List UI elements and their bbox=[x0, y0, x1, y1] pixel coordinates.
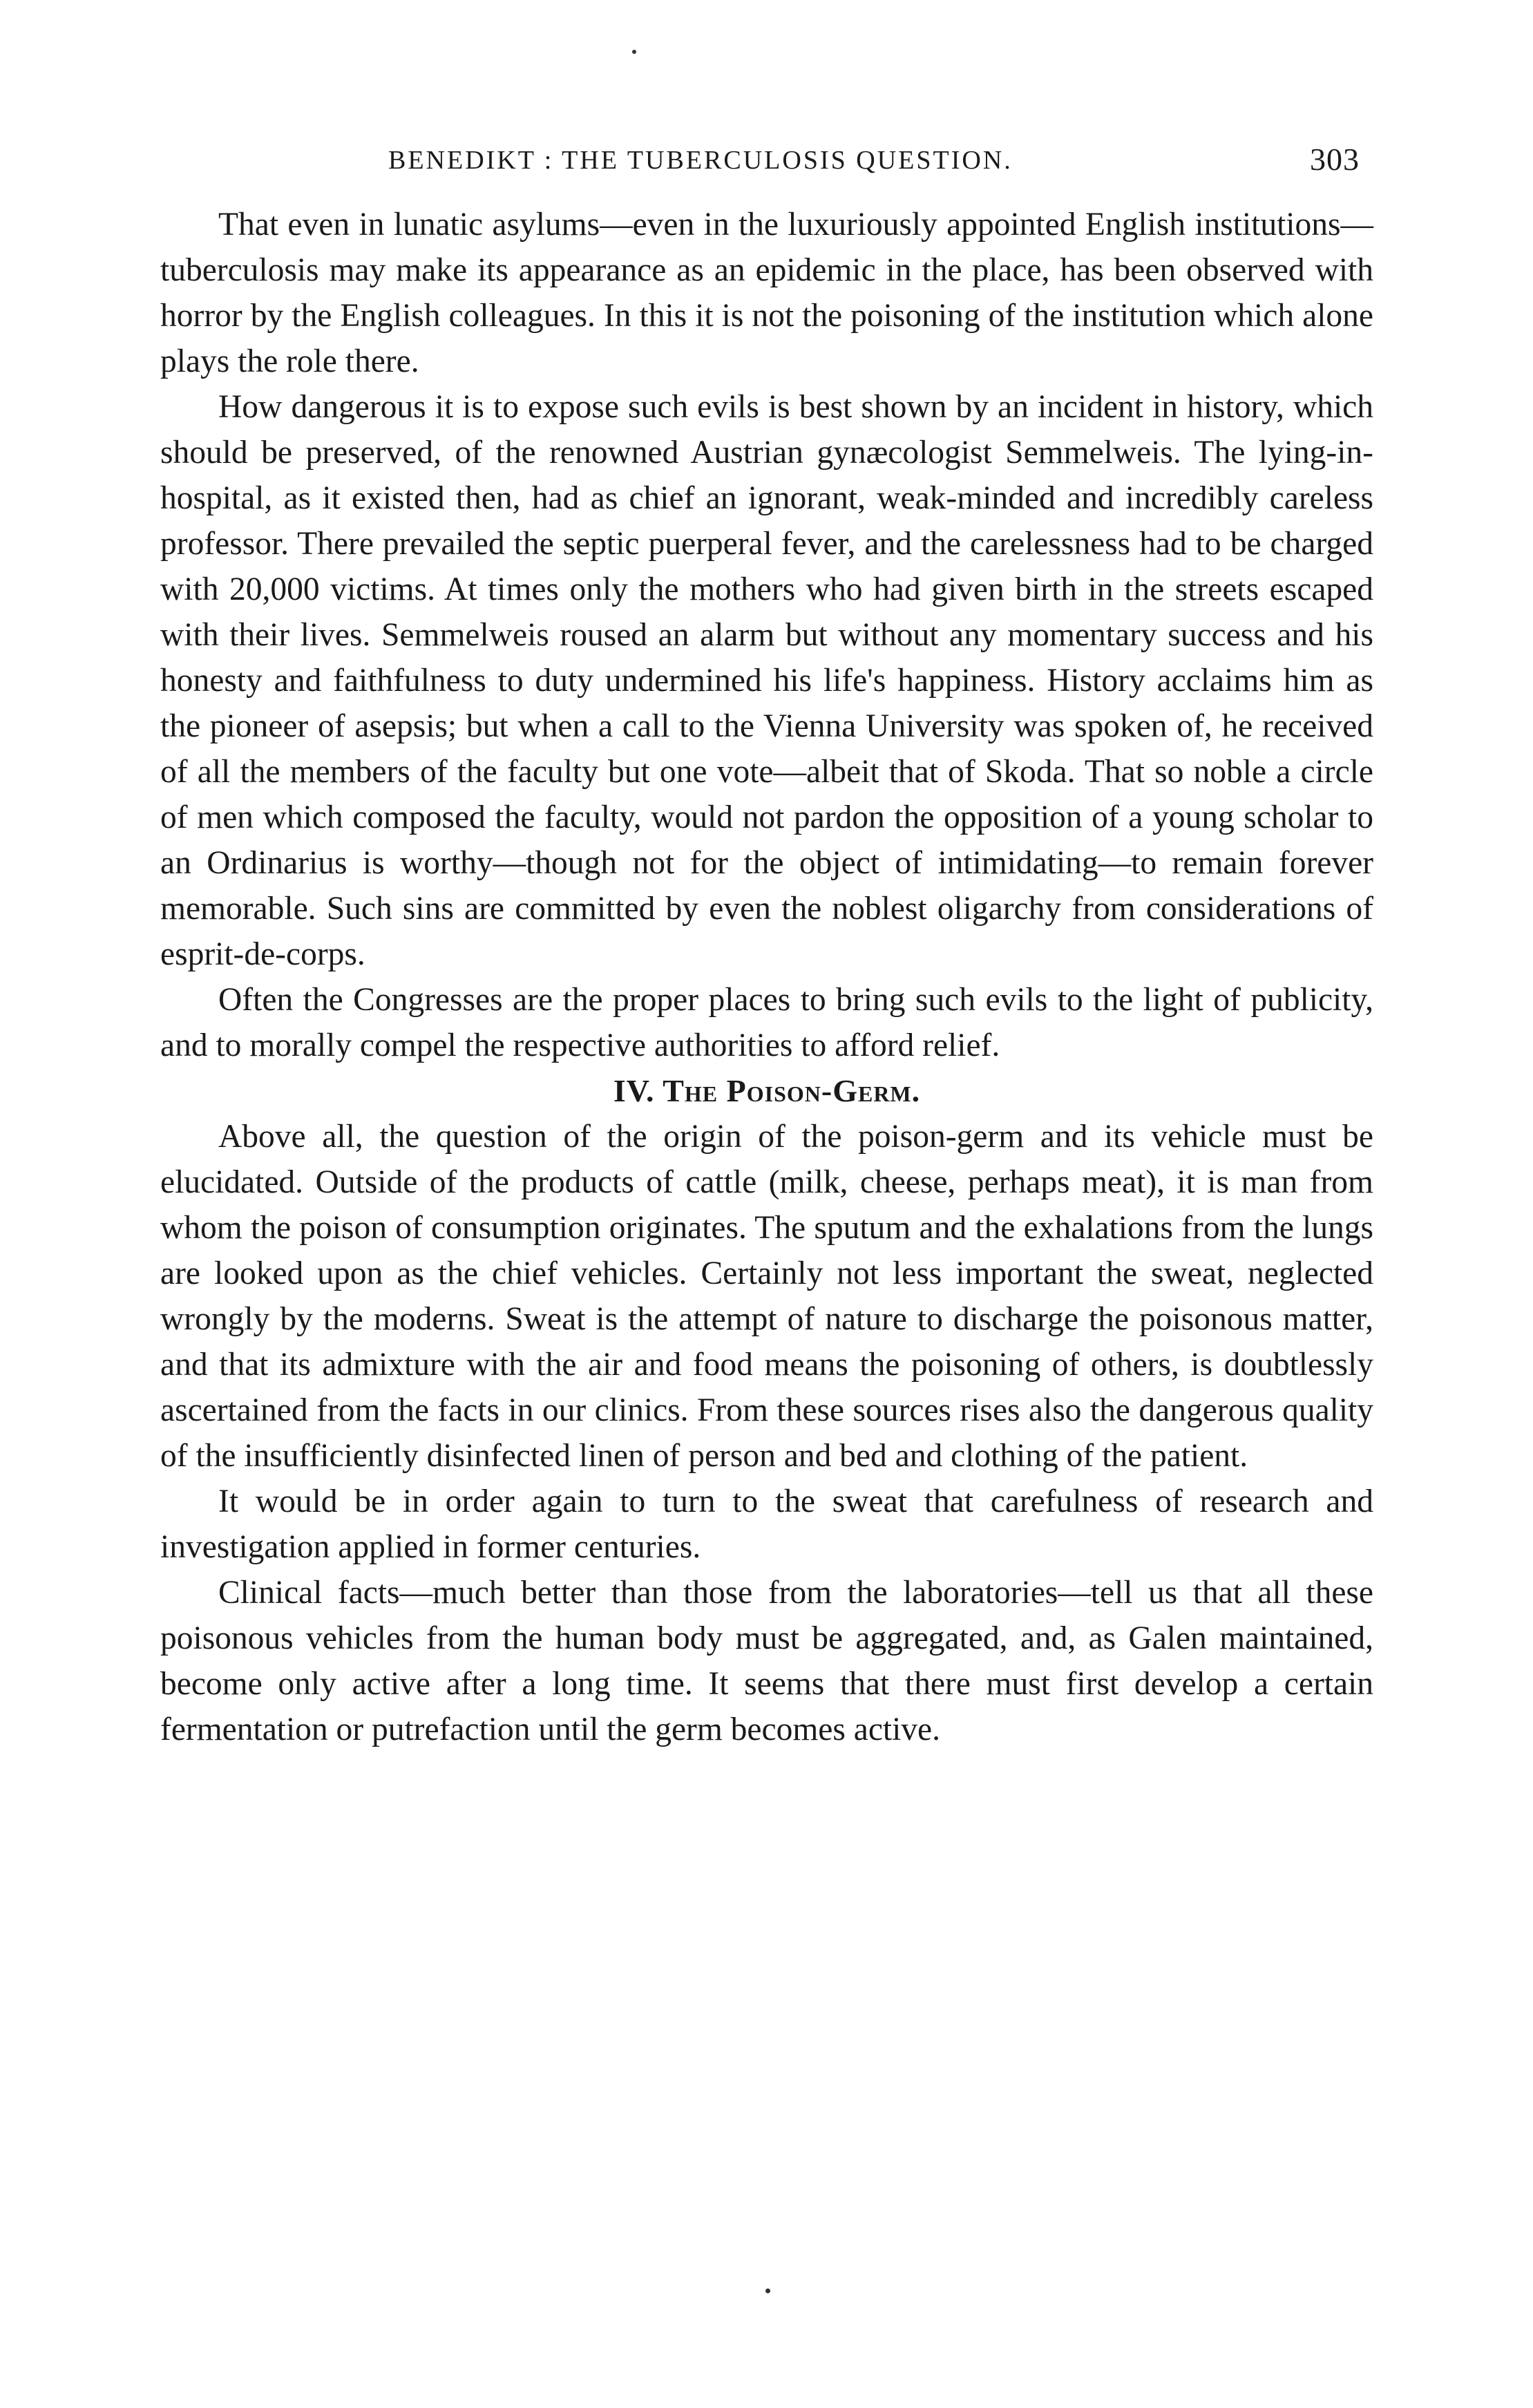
body-text bbox=[160, 202, 1373, 1752]
paragraph: Clinical facts—much better than those from the laboratories—tell us that all these poisonous vehicles from the human body must be aggregated, and, as Galen maintained, become only active after a long time. It seems that there must first develop a certain fermentation or putrefaction until the germ becomes active. bbox=[160, 1575, 1373, 1747]
section-heading: IV. The Poison-Germ. bbox=[613, 1073, 921, 1108]
page-number: 303 bbox=[1310, 142, 1360, 177]
print-speck bbox=[765, 2288, 770, 2293]
book-page bbox=[160, 131, 1373, 1752]
print-speck bbox=[632, 50, 636, 54]
paragraph: How dangerous it is to expose such evils is best shown by an incident in history, which should be preserved, of the renowned Austrian gynæcologist Semmelweis. The lying-in-hospital, as it existed then, had as chief an ignorant, weak-minded and incredibly careless professor. There prevailed the septic puerperal fever, and the carelessness had to be charged with 20,000 victims. At times only the mothers who had given birth in the streets escaped with their lives. Semmelweis roused an alarm but without any momentary success and his honesty and faithfulness to duty undermined his life's happiness. History acclaims him as the pioneer of asepsis; but when a call to the Vienna University was spoken of, he received of all the members of the faculty but one vote—albeit that of Skoda. That so noble a circle of men which composed the faculty, would not pardon the opposition of a young scholar to an Ordinarius is worthy—though not for the object of intimidating—to remain forever memorable. Such sins are committed by even the noblest oligarchy from considerations of esprit-de-corps. bbox=[160, 389, 1373, 972]
paragraph: Often the Congresses are the proper places to bring such evils to the light of publicity, and to morally compel the respective authorities to afford relief. bbox=[160, 982, 1373, 1063]
paragraph: That even in lunatic asylums—even in the luxuriously appointed English institutions—tuberculosis may make its appearance as an epidemic in the place, has been observed with horror by the English colleagues. In this it is not the poisoning of the institution which alone plays the role there. bbox=[160, 207, 1373, 379]
paragraph: Above all, the question of the origin of the poison-germ and its vehicle must be elucidated. Outside of the products of cattle (milk, cheese, perhaps meat), it is man from whom the poison of consumption originates. The sputum and the exhalations from the lungs are looked upon as the chief vehicles. Certainly not less important the sweat, neglected wrongly by the moderns. Sweat is the attempt of nature to discharge the poisonous matter, and that its admixture with the air and food means the poisoning of others, is doubtlessly ascertained from the facts in our clinics. From these sources rises also the dangerous quality of the insufficiently disinfected linen of person and bed and clothing of the patient. bbox=[160, 1119, 1373, 1474]
paragraph: It would be in order again to turn to the sweat that carefulness of research and investigation applied in former centuries. bbox=[160, 1483, 1373, 1565]
running-head bbox=[160, 131, 1373, 187]
running-title: BENEDIKT : THE TUBERCULOSIS QUESTION. bbox=[388, 146, 1013, 175]
